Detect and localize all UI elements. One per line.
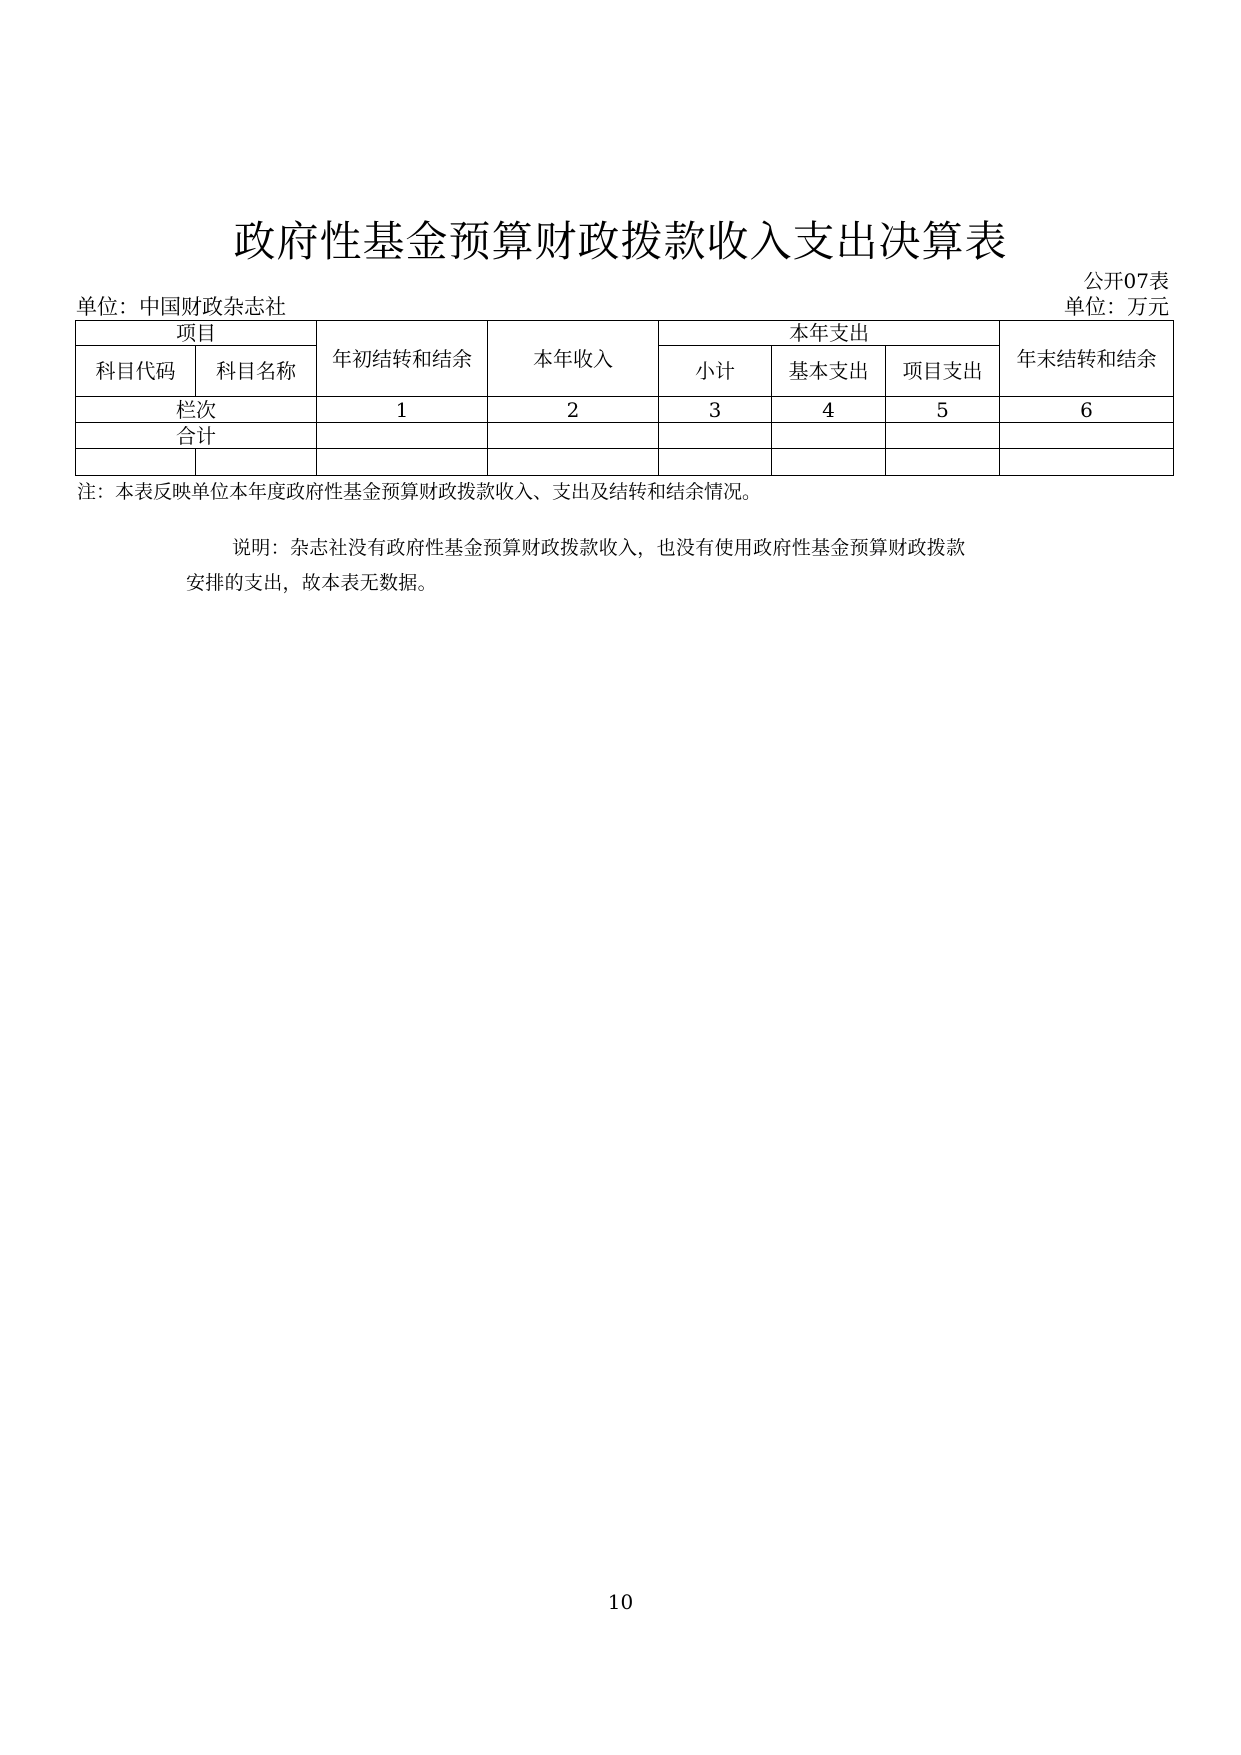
header-subject-code: 科目代码 — [76, 346, 196, 397]
header-project-expense: 项目支出 — [886, 346, 1000, 397]
header-opening-balance: 年初结转和结余 — [317, 321, 488, 397]
table-header-row — [76, 321, 1174, 346]
explanation-line-2: 安排的支出，故本表无数据。 — [186, 572, 437, 594]
header-closing-balance: 年末结转和结余 — [1000, 321, 1174, 397]
empty-cell — [659, 449, 772, 476]
form-code: 公开07表 — [1083, 269, 1169, 293]
header-project: 项目 — [76, 321, 317, 346]
explanation-line-1: 说明：杂志社没有政府性基金预算财政拨款收入，也没有使用政府性基金预算财政拨款 — [232, 537, 966, 559]
total-cell — [317, 423, 488, 449]
page-title: 政府性基金预算财政拨款收入支出决算表 — [233, 217, 1008, 266]
header-subject-name: 科目名称 — [196, 346, 317, 397]
index-col-3: 3 — [659, 397, 772, 423]
header-current-income: 本年收入 — [488, 321, 659, 397]
header-current-expense: 本年支出 — [659, 321, 1000, 346]
table-row-index — [76, 397, 1174, 423]
index-col-4: 4 — [772, 397, 886, 423]
currency-unit: 单位：万元 — [1064, 295, 1169, 319]
total-cell — [659, 423, 772, 449]
total-cell — [886, 423, 1000, 449]
empty-cell — [772, 449, 886, 476]
empty-cell — [1000, 449, 1174, 476]
total-cell — [488, 423, 659, 449]
total-label: 合计 — [76, 423, 317, 449]
empty-cell — [488, 449, 659, 476]
table-row-empty — [76, 449, 1174, 476]
header-basic-expense: 基本支出 — [772, 346, 886, 397]
table-row-total — [76, 423, 1174, 449]
index-col-5: 5 — [886, 397, 1000, 423]
empty-cell — [196, 449, 317, 476]
page-number: 10 — [607, 1590, 634, 1614]
budget-table — [75, 320, 1174, 476]
index-col-2: 2 — [488, 397, 659, 423]
header-subtotal: 小计 — [659, 346, 772, 397]
total-cell — [1000, 423, 1174, 449]
organization-unit: 单位：中国财政杂志社 — [76, 295, 286, 319]
index-col-1: 1 — [317, 397, 488, 423]
empty-cell — [886, 449, 1000, 476]
index-col-6: 6 — [1000, 397, 1174, 423]
total-cell — [772, 423, 886, 449]
table-note: 注：本表反映单位本年度政府性基金预算财政拨款收入、支出及结转和结余情况。 — [77, 481, 762, 503]
index-label: 栏次 — [76, 397, 317, 423]
empty-cell — [317, 449, 488, 476]
empty-cell — [76, 449, 196, 476]
